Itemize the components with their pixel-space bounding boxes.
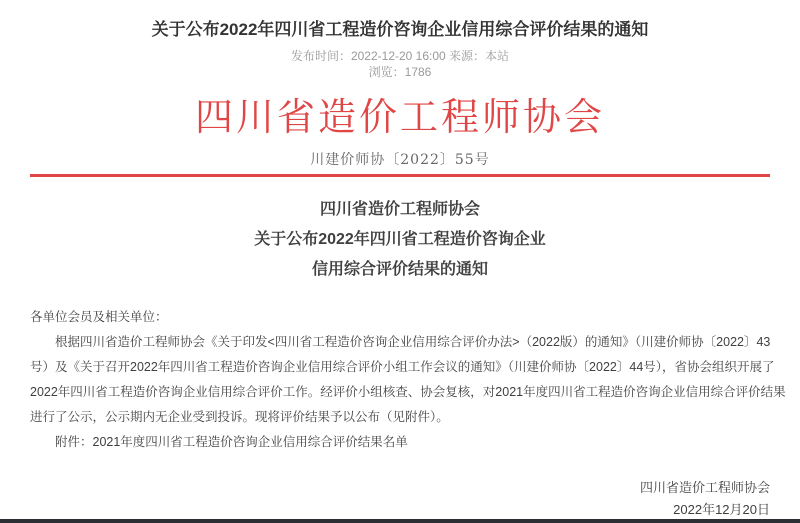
- signature-block: [30, 477, 770, 521]
- notice-heading-line: 关于公布2022年四川省工程造价咨询企业: [254, 231, 546, 248]
- doc-number: 川建价师协〔2022〕55号: [310, 152, 490, 168]
- paragraph-line: 号）及《关于召开2022年四川省工程造价咨询企业信用综合评价小组工作会议的通知》（川建价师协〔2022〕44号），省协会组织开展了: [30, 360, 775, 374]
- notice-heading-line: 四川省造价工程师协会: [319, 201, 480, 218]
- article-meta: [0, 48, 800, 80]
- paragraph-line: 根据四川省造价工程师协会《关于印发<四川省工程造价咨询企业信用综合评价办法>（2022版）的通知》（川建价师协〔2022〕43: [55, 335, 771, 349]
- letterhead-org-name: 四川省造价工程师协会: [194, 95, 605, 139]
- signature-org: 四川省造价工程师协会: [639, 480, 770, 495]
- page-title: 关于公布2022年四川省工程造价咨询企业信用综合评价结果的通知: [151, 20, 649, 39]
- notice-body: [30, 305, 786, 455]
- attachment-line: 附件：2021年度四川省工程造价咨询企业信用综合评价结果名单: [55, 435, 408, 449]
- salutation: 各单位会员及相关单位：: [30, 310, 168, 324]
- paragraph-line: 进行了公示，公示期内无企业受到投诉。现将评价结果予以公布（见附件）。: [30, 410, 449, 424]
- notice-heading-block: [0, 195, 800, 285]
- paragraph-line: 2022年四川省工程造价咨询企业信用综合评价工作。经评价小组核查、协会复核，对2021年度四川省工程造价咨询企业信用综合评价结果: [30, 385, 786, 399]
- views-info: 浏览：1786: [368, 65, 432, 79]
- taskbar-edge-strip: [0, 519, 800, 523]
- notice-heading-line: 信用综合评价结果的通知: [311, 261, 488, 278]
- signature-date: 2022年12月20日: [673, 502, 770, 517]
- publish-info: 发布时间：2022-12-20 16:00 来源：本站: [290, 49, 510, 63]
- red-divider: [30, 174, 770, 177]
